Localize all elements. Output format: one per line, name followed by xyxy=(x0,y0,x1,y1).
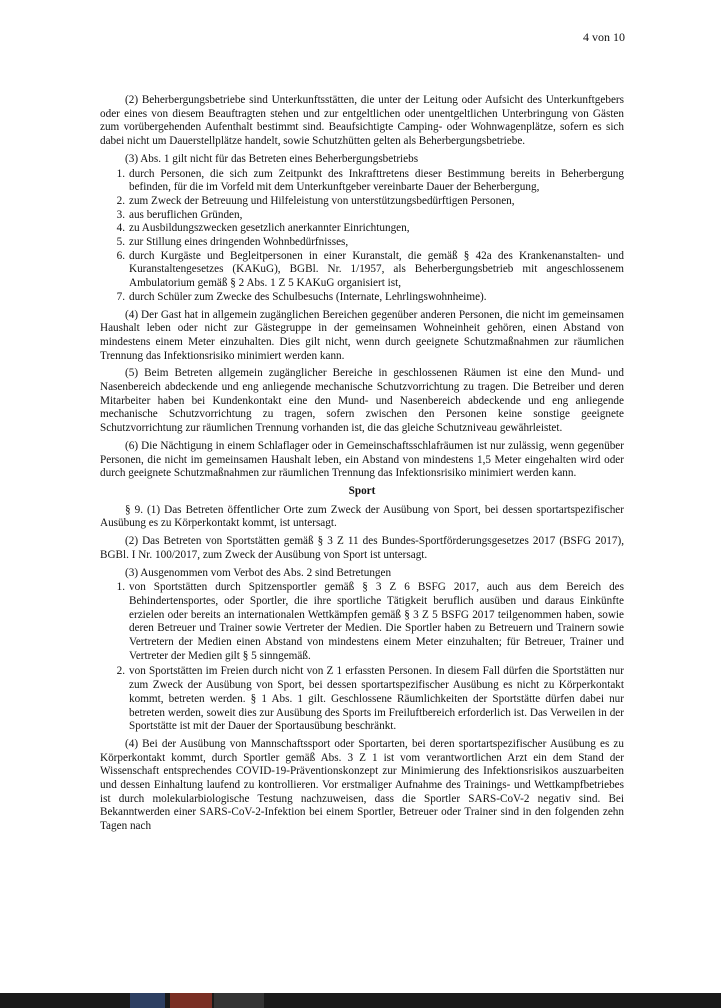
paragraph-abs4-abstand: (4) Der Gast hat in allgemein zugänglichen Bereichen gegenüber anderen Personen, die nicht im gemeinsamen Haushalt leben oder nicht zur Gästegruppe in der gemeinsamen Wohneinheit gehören, einen Abstand von mindestens einem Meter einzuhalten. Dies gilt nicht, wenn durch geeignete Schutzmaßnahmen zur räumlichen Trennung das Infektionsrisiko minimiert werden kann. xyxy=(100,308,624,362)
list-item-number: 1. xyxy=(116,581,125,594)
page-number: 4 von 10 xyxy=(583,30,625,44)
list-item-text: durch Personen, die sich zum Zeitpunkt des Inkrafttretens dieser Bestimmung bereits in Beherbergung befinden, für die im Vorfeld mit dem Unterkunftgeber vereinbarte Dauer der Beherbergung, xyxy=(129,167,624,194)
list-item-number: 2. xyxy=(116,194,125,207)
list-item xyxy=(100,222,624,236)
paragraph-p9-abs1: § 9. (1) Das Betreten öffentlicher Orte zum Zweck der Ausübung von Sport, bei dessen sportartspezifischer Ausübung es zu Körperkontakt kommt, ist untersagt. xyxy=(100,503,624,530)
list-item xyxy=(100,665,624,734)
paragraph-abs3-ausnahmen: (3) Abs. 1 gilt nicht für das Betreten eines Beherbergungsbetriebs xyxy=(125,152,419,165)
list-item xyxy=(100,209,624,223)
list-item-text: durch Schüler zum Zwecke des Schulbesuchs (Internate, Lehrlingswohnheime). xyxy=(129,290,487,303)
list-item-number: 6. xyxy=(116,249,125,262)
list-item-number: 7. xyxy=(116,290,125,303)
paragraph-abs5-schutzvorrichtung: (5) Beim Betreten allgemein zugänglicher Bereiche in geschlossenen Räumen ist eine den Mund- und Nasenbereich abdeckende und eng anliegende mechanische Schutzvorrichtung zu tragen. Die Betreiber und deren Mitarbeiter haben bei Kundenkontakt eine den Mund- und Nasenbereich abdeckende und eng anliegende mechanische Schutzvorrichtung zu tragen, sofern zwischen den Personen keine sonstige geeignete Schutzvorrichtung zur räumlichen Trennung vorhanden ist, die das gleiche Schutzniveau gewährleistet. xyxy=(100,367,624,435)
taskbar-button[interactable] xyxy=(170,993,212,1008)
exceptions-list-beherbergung xyxy=(100,168,624,305)
list-item-text: von Sportstätten durch Spitzensportler gemäß § 3 Z 6 BSFG 2017, auch aus dem Bereich des Behindertensportes, oder Sportler, die ihre sportliche Tätigkeit beruflich ausüben und daraus Einkünfte erzielen oder bereits an internationalen Wettkämpfen gemäß § 3 Z 5 BSFG 2017 teilgenommen haben, sowie deren Betreuer und Trainer sowie Vertreter der Medien. Die Sportler haben zu Betreuern und Trainern sowie Vertretern der Medien einen Abstand von mindestens einem Meter einzuhalten; für Betreuer, Trainer und Vertreter der Medien gilt § 5 sinngemäß. xyxy=(129,581,624,662)
taskbar-button[interactable] xyxy=(214,993,264,1008)
list-item-text: zur Stillung eines dringenden Wohnbedürfnisses, xyxy=(129,236,349,249)
list-item-text: aus beruflichen Gründen, xyxy=(129,208,243,221)
list-item xyxy=(100,250,624,291)
list-item-number: 2. xyxy=(116,665,125,678)
list-item-number: 3. xyxy=(116,208,125,221)
list-item-number: 1. xyxy=(116,167,125,180)
paragraph-abs2-beherbergungsbetriebe: (2) Beherbergungsbetriebe sind Unterkunftsstätten, die unter der Leitung oder Aufsicht des Unterkunftgebers oder eines von diesem Beauftragten stehen und zur entgeltlichen oder unentgeltlichen Unterbringung von Gästen zum vorübergehenden Aufenthalt bestimmt sind. Beaufsichtigte Camping- oder Wohnwagenplätze, sofern es sich dabei nicht um Dauerstellplätze handelt, sowie Schutzhütten gelten als Beherbergungsbetriebe. xyxy=(100,94,624,148)
document-body xyxy=(100,94,624,838)
exceptions-list-sport xyxy=(100,581,624,734)
list-item xyxy=(100,291,624,305)
section-heading-sport: Sport xyxy=(348,484,376,497)
list-item-text: zum Zweck der Betreuung und Hilfeleistung von unterstützungsbedürftigen Personen, xyxy=(129,194,515,207)
paragraph-p9-abs4: (4) Bei der Ausübung von Mannschaftssport oder Sportarten, bei deren sportartspezifischer Ausübung es zu Körperkontakt kommt, durch Sportler gemäß Abs. 3 Z 1 ist vom verantwortlichen Arzt ein dem Stand der Wissenschaft entsprechendes COVID-19-Präventionskonzept zur Minimierung des Infektionsrisikos auszuarbeiten und dessen Einhaltung laufend zu kontrollieren. Vor erstmaliger Aufnahme des Trainings- und Wettkampfbetriebes ist durch molekularbiologische Testung nachzuweisen, dass die Sportler SARS-CoV-2 negativ sind. Bei Bekanntwerden einer SARS-CoV-2-Infektion bei einem Sportler, Betreuer oder Trainer sind in den folgenden zehn Tagen nach xyxy=(100,737,624,833)
list-item xyxy=(100,168,624,195)
list-item-number: 5. xyxy=(116,236,125,249)
paragraph-abs6-naechtigung: (6) Die Nächtigung in einem Schlaflager oder in Gemeinschaftsschlafräumen ist nur zulässig, wenn gegenüber Personen, die nicht im gemeinsamen Haushalt leben, ein Abstand von mindestens 1,5 Meter eingehalten wird oder durch geeignete Schutzmaßnahmen zur räumlichen Trennung das Infektionsrisiko minimiert werden kann. xyxy=(100,439,624,480)
list-item xyxy=(100,195,624,209)
paragraph-p9-abs2: (2) Das Betreten von Sportstätten gemäß § 3 Z 11 des Bundes-Sportförderungsgesetzes 2017 (BSFG 2017), BGBl. I Nr. 100/2017, zum Zweck der Ausübung von Sport ist untersagt. xyxy=(100,535,624,561)
paragraph-p9-abs3: (3) Ausgenommen vom Verbot des Abs. 2 sind Betretungen xyxy=(125,566,392,579)
list-item-text: zu Ausbildungszwecken gesetzlich anerkannter Einrichtungen, xyxy=(129,222,410,235)
list-item xyxy=(100,581,624,663)
list-item-number: 4. xyxy=(116,222,125,235)
list-item-text: durch Kurgäste und Begleitpersonen in einer Kuranstalt, die gemäß § 42a des Krankenanstalten- und Kuranstaltengesetzes (KAKuG), BGBl. Nr. 1/1957, als Beherbergungsbetrieb mit angeschlossenem Ambulatorium gemäß § 2 Abs. 1 Z 5 KAKuG organisiert ist, xyxy=(129,249,624,290)
taskbar-button[interactable] xyxy=(130,993,165,1008)
taskbar xyxy=(0,993,721,1008)
list-item-text: von Sportstätten im Freien durch nicht von Z 1 erfassten Personen. In diesem Fall dürfen die Sportstätten nur zum Zweck der Ausübung von Sport, bei dessen sportartspezifischer Ausübung es nicht zu Körperkontakt kommt, betreten werden. § 1 Abs. 1 gilt. Geschlossene Räumlichkeiten der Sportstätte dürfen dabei nur betreten werden, soweit dies zur Ausübung des Sports im Freiluftbereich erforderlich ist. Das Verweilen in der Sportstätte ist mit der Dauer der Sportausübung beschränkt. xyxy=(129,665,624,733)
list-item xyxy=(100,236,624,250)
